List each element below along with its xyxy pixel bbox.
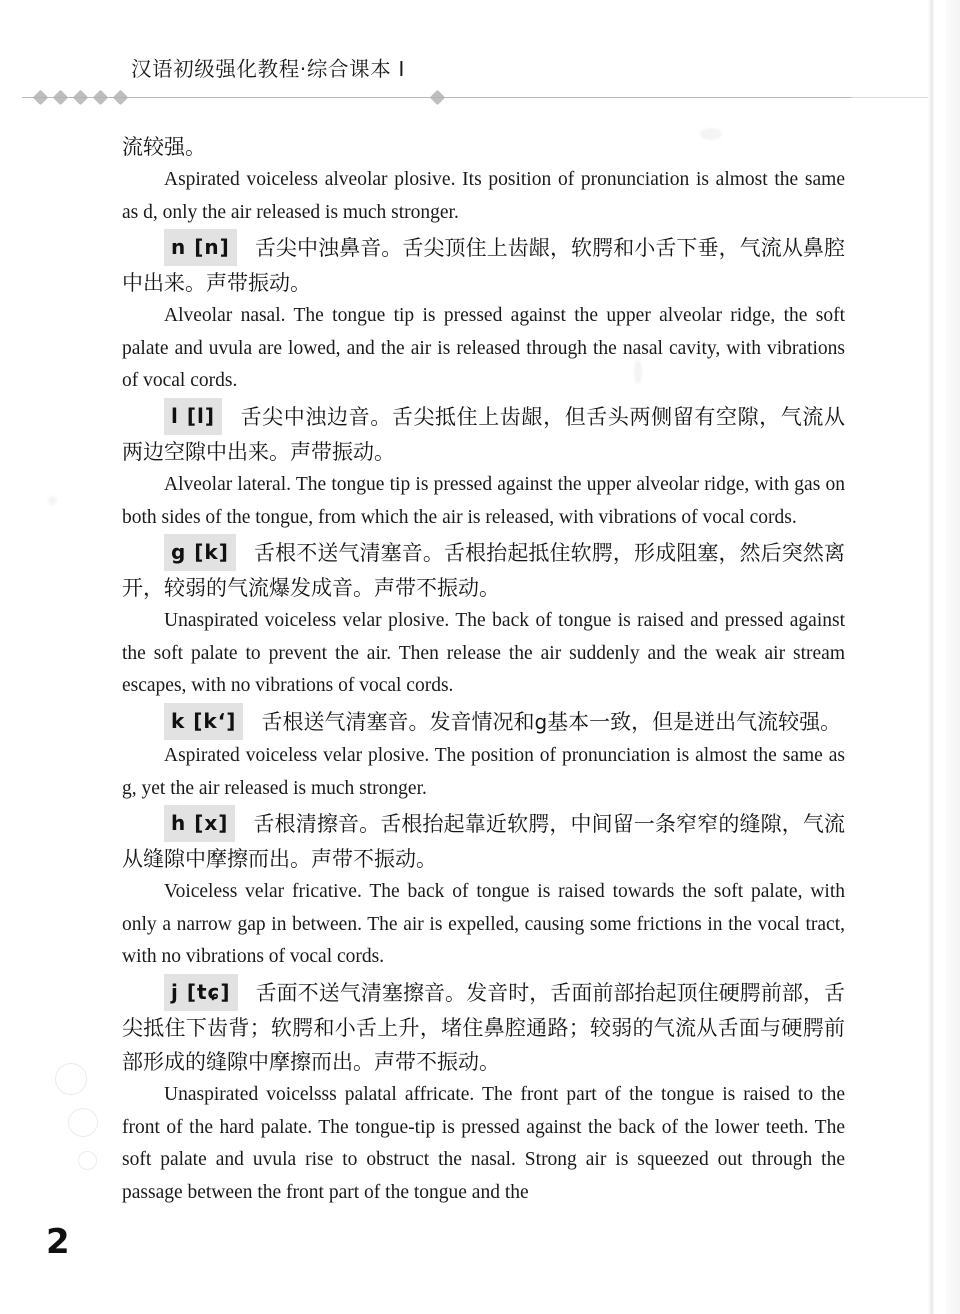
paragraph-text: 舌根清擦音。舌根抬起靠近软腭，中间留一条窄窄的缝隙，气流从缝隙中摩擦而出。声带不振动。 [122,812,845,872]
paragraph-d-english [122,164,845,229]
header-rule-tail [851,97,928,98]
scan-bubble-artifact [68,1108,98,1137]
scan-edge-artifact-outer [946,0,960,1314]
paragraph-text: 舌面不送气清塞擦音。发音时，舌面前部抬起顶住硬腭前部，舌尖抵住下齿背；软腭和小舌上升，堵住鼻腔通路；较弱的气流从舌面与硬腭前部形成的缝隙中摩擦而出。声带不振动。 [122,980,845,1074]
paragraph-g-chinese [122,534,845,605]
header-dot-3 [73,90,89,106]
paragraph-text: Aspirated voiceless velar plosive. The position of pronunciation is almost the same as g, yet the air released is much stronger. [122,744,845,799]
paragraph-k-english [122,740,845,805]
paragraph-text: Unaspirated voicelsss palatal affricate. The front part of the tongue is raised to the front of the hard palate. The tongue-tip is pressed against the back of the lower teeth. The soft palate and uvula rise to obstruct the nasal. Strong air is squeezed out through the passage between the front part of the tongue and the [122,1083,845,1203]
paragraph-l-chinese [122,398,845,469]
paragraph-text-after: 基本一致，但是迸出气流较强。 [547,709,842,734]
paragraph-l-english [122,469,845,534]
header-dot-4 [93,90,109,106]
header-dot-1 [33,90,49,106]
phoneme-marker-n: n [n] [164,229,237,266]
paragraph-text: Aspirated voiceless alveolar plosive. Its position of pronunciation is almost the same as d, only the air released is much stronger. [122,169,845,223]
paragraph-h-chinese [122,805,845,876]
paragraph-text: Alveolar nasal. The tongue tip is pressed against the upper alveolar ridge, the soft palate and uvula are lowed, and the air is released through the nasal cavity, with vibrations of vocal cords. [122,305,845,392]
running-head-title: 汉语初级强化教程·综合课本 I [131,57,406,81]
paragraph-n-english [122,300,845,398]
scan-bubble-artifact [78,1151,97,1170]
header-dot-5 [113,90,129,106]
paragraph-text: Alveolar lateral. The tongue tip is pressed against the upper alveolar ridge, with gas on both sides of the tongue, from which the air is released, with vibrations of vocal cords. [122,473,845,528]
phoneme-marker-j: j [tɕ] [164,974,238,1011]
paragraph-k-chinese [122,703,845,740]
paragraph-text: Voiceless velar fricative. The back of tongue is raised towards the soft palate, with only a narrow gap in between. The air is expelled, causing some frictions in the vocal tract, with no vibrations of vocal cords. [122,881,845,968]
scan-bubble-artifact [55,1063,87,1095]
paragraph-j-english [122,1079,845,1209]
header-dot-2 [53,90,69,106]
paragraph-h-english [122,876,845,974]
paragraph-text-before: 舌根送气清塞音。发音情况和 [261,709,535,734]
paragraph-continuation [122,130,845,164]
phoneme-marker-k: k [kʻ] [164,703,243,740]
continuation-text: 流较强。 [122,135,206,159]
paragraph-text: 舌尖中浊鼻音。舌尖顶住上齿龈，软腭和小舌下垂，气流从鼻腔中出来。声带振动。 [122,236,845,296]
header-dot-6 [430,90,446,106]
scan-smudge-artifact [48,496,57,505]
paragraph-text: Unaspirated voiceless velar plosive. The back of tongue is raised and pressed against the soft palate to prevent the air. Then release the air suddenly and the weak air stream escapes, with no vibrations of vocal cords. [122,610,845,697]
phoneme-marker-h: h [x] [164,805,235,842]
phoneme-marker-l: l [l] [164,398,222,435]
paragraph-text: 舌尖中浊边音。舌尖抵住上齿龈，但舌头两侧留有空隙，气流从两边空隙中出来。声带振动。 [122,404,845,464]
page-number: 2 [46,1222,70,1262]
scan-edge-artifact [928,0,934,1314]
phoneme-marker-g: g [k] [164,534,236,571]
paragraph-text: 舌根不送气清塞音。舌根抬起抵住软腭，形成阻塞，然后突然离开，较弱的气流爆发成音。声带不振动。 [122,541,845,601]
running-head [0,52,960,108]
page-body [122,130,845,1209]
inline-latin-g: g [534,709,548,734]
paragraph-g-english [122,605,845,703]
paragraph-n-chinese [122,229,845,300]
paragraph-j-chinese [122,974,845,1079]
